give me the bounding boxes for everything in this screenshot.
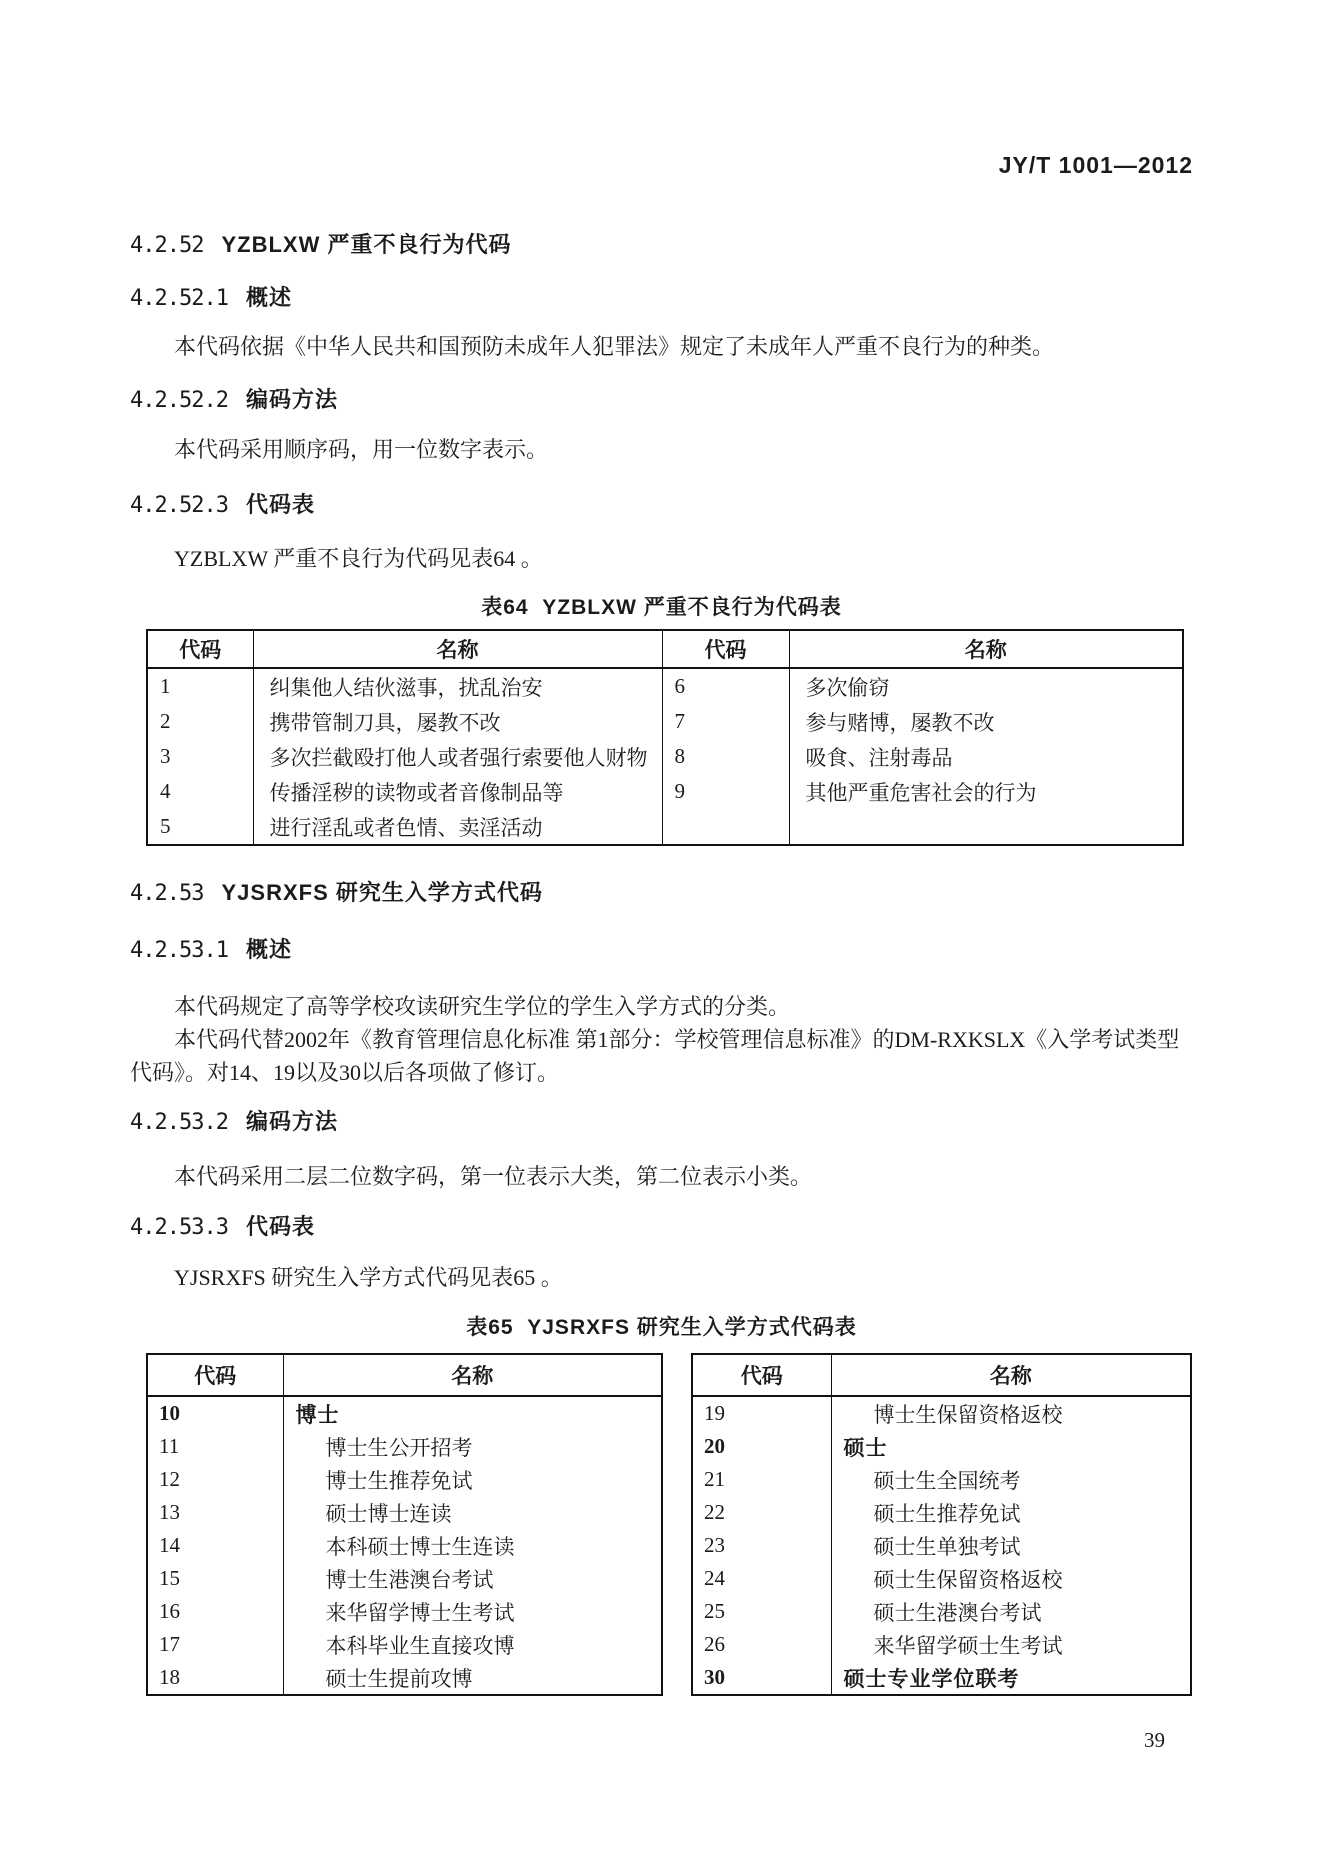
section-number: 4.2.53.2: [130, 1110, 228, 1135]
paragraph-table-ref: YJSRXFS 研究生入学方式代码见表65 。: [174, 1265, 563, 1290]
table-header-row: [147, 1354, 662, 1396]
name-cell: 博士生公开招考: [283, 1430, 662, 1463]
column-header: 代码: [662, 630, 789, 668]
code-cell: 16: [159, 1599, 180, 1623]
name-cell: 硕士: [831, 1430, 1191, 1463]
paragraph-overview: 本代码依据《中华人民共和国预防未成年人犯罪法》规定了未成年人严重不良行为的种类。: [174, 334, 1055, 359]
code-cell: 11: [159, 1434, 180, 1458]
code-cell: 20: [704, 1434, 725, 1458]
section-heading-4-2-53: [130, 878, 1193, 909]
section-title: 代码表: [245, 1214, 315, 1239]
table-row: [692, 1496, 1191, 1529]
subsection-heading-4-2-52-3: [130, 490, 1193, 521]
section-number: 4.2.52.1: [130, 286, 228, 311]
code-cell: 19: [704, 1401, 725, 1425]
name-cell: 吸食、注射毒品: [789, 739, 1183, 774]
name-cell: 携带管制刀具，屡教不改: [253, 704, 662, 739]
code-cell: 10: [159, 1401, 180, 1425]
table-row: [692, 1430, 1191, 1463]
section-number: 4.2.53.3: [130, 1215, 228, 1240]
name-cell: 硕士生保留资格返校: [831, 1562, 1191, 1595]
name-cell: 纠集他人结伙滋事，扰乱治安: [253, 668, 662, 704]
table-row: [147, 704, 1183, 739]
name-cell: 多次拦截殴打他人或者强行索要他人财物: [253, 739, 662, 774]
name-cell: 参与赌博，屡教不改: [789, 704, 1183, 739]
section-title: 概述: [245, 285, 292, 310]
table-header-row: [147, 630, 1183, 668]
section-number: 4.2.52.3: [130, 493, 228, 518]
name-cell: 进行淫乱或者色情、卖淫活动: [253, 809, 662, 845]
table-64-caption: 表64 YZBLXW 严重不良行为代码表: [481, 596, 842, 619]
name-cell: 硕士生全国统考: [831, 1463, 1191, 1496]
name-cell: 博士生港澳台考试: [283, 1562, 662, 1595]
column-header: 名称: [283, 1354, 662, 1396]
table-row: [147, 1496, 662, 1529]
name-cell: 硕士生港澳台考试: [831, 1595, 1191, 1628]
code-cell: 2: [160, 709, 171, 733]
name-cell: 硕士生单独考试: [831, 1529, 1191, 1562]
table-row: [692, 1529, 1191, 1562]
table-row: [147, 739, 1183, 774]
section-title: 概述: [245, 937, 292, 962]
section-title: 编码方法: [245, 1109, 338, 1134]
subsection-heading-4-2-53-2: [130, 1107, 1193, 1138]
code-cell: 25: [704, 1599, 725, 1623]
name-cell: 硕士专业学位联考: [831, 1661, 1191, 1695]
code-cell: 9: [662, 774, 789, 809]
section-title: YJSRXFS 研究生入学方式代码: [221, 880, 543, 905]
name-cell: 来华留学博士生考试: [283, 1595, 662, 1628]
table-row: [147, 1396, 662, 1430]
table-row: [692, 1562, 1191, 1595]
subsection-heading-4-2-53-3: [130, 1212, 1193, 1243]
column-header: 名称: [253, 630, 662, 668]
name-cell: [789, 809, 1183, 845]
table-row: [147, 1463, 662, 1496]
table-row: [147, 809, 1183, 845]
name-cell: 其他严重危害社会的行为: [789, 774, 1183, 809]
section-title: 编码方法: [245, 387, 338, 412]
name-cell: 本科硕士博士生连读: [283, 1529, 662, 1562]
code-cell: 12: [159, 1467, 180, 1491]
code-cell: [662, 809, 789, 845]
page-number: 39: [1144, 1728, 1165, 1752]
table-row: [147, 1562, 662, 1595]
name-cell: 硕士生推荐免试: [831, 1496, 1191, 1529]
section-title: 代码表: [245, 492, 315, 517]
name-cell: 多次偷窃: [789, 668, 1183, 704]
paragraph-method: 本代码采用二层二位数字码，第一位表示大类，第二位表示小类。: [174, 1164, 813, 1189]
code-cell: 24: [704, 1566, 725, 1590]
code-cell: 17: [159, 1632, 180, 1656]
table-row: [692, 1595, 1191, 1628]
subsection-heading-4-2-53-1: [130, 935, 1193, 966]
name-cell: 来华留学硕士生考试: [831, 1628, 1191, 1661]
table-row: [147, 1595, 662, 1628]
code-cell: 22: [704, 1500, 725, 1524]
code-cell: 23: [704, 1533, 725, 1557]
table-row: [692, 1463, 1191, 1496]
paragraph-method: 本代码采用顺序码，用一位数字表示。: [174, 437, 549, 462]
table-65-group: [146, 1353, 1193, 1696]
section-number: 4.2.53.1: [130, 938, 228, 963]
name-cell: 传播淫秽的读物或者音像制品等: [253, 774, 662, 809]
name-cell: 硕士博士连读: [283, 1496, 662, 1529]
section-title: YZBLXW 严重不良行为代码: [221, 232, 512, 257]
table-row: [692, 1661, 1191, 1695]
code-cell: 8: [662, 739, 789, 774]
paragraph-overview-1: 本代码规定了高等学校攻读研究生学位的学生入学方式的分类。: [174, 994, 791, 1019]
table-64: [146, 629, 1184, 846]
code-cell: 26: [704, 1632, 725, 1656]
code-cell: 30: [704, 1665, 725, 1689]
column-header: 名称: [789, 630, 1183, 668]
table-65-caption: 表65 YJSRXFS 研究生入学方式代码表: [466, 1316, 857, 1339]
table-65-right: [691, 1353, 1192, 1696]
paragraph-table-ref: YZBLXW 严重不良行为代码见表64 。: [174, 546, 543, 571]
code-cell: 15: [159, 1566, 180, 1590]
code-cell: 18: [159, 1665, 180, 1689]
table-row: [147, 1628, 662, 1661]
name-cell: 本科毕业生直接攻博: [283, 1628, 662, 1661]
name-cell: 硕士生提前攻博: [283, 1661, 662, 1695]
code-cell: 7: [662, 704, 789, 739]
code-cell: 21: [704, 1467, 725, 1491]
name-cell: 博士生保留资格返校: [831, 1396, 1191, 1430]
table-row: [692, 1396, 1191, 1430]
code-cell: 4: [160, 779, 171, 803]
table-row: [147, 668, 1183, 704]
table-row: [147, 1430, 662, 1463]
section-number: 4.2.52.2: [130, 388, 228, 413]
table-header-row: [692, 1354, 1191, 1396]
subsection-heading-4-2-52-1: [130, 283, 1193, 314]
column-header: 代码: [147, 630, 253, 668]
code-cell: 6: [662, 668, 789, 704]
table-row: [147, 1529, 662, 1562]
code-cell: 5: [160, 814, 171, 838]
table-row: [147, 1661, 662, 1695]
page-content: [0, 152, 1323, 1696]
paragraph-overview-2: 本代码代替2002年《教育管理信息化标准 第1部分：学校管理信息标准》的DM-RXKSLX《入学考试类型代码》。对14、19以及30以后各项做了修订。: [130, 1027, 1180, 1085]
table-65-left: [146, 1353, 663, 1696]
table-row: [692, 1628, 1191, 1661]
section-number: 4.2.52: [130, 233, 204, 258]
code-cell: 14: [159, 1533, 180, 1557]
name-cell: 博士: [283, 1396, 662, 1430]
code-cell: 1: [160, 674, 171, 698]
section-number: 4.2.53: [130, 881, 204, 906]
doc-number: JY/T 1001—2012: [998, 152, 1193, 178]
subsection-heading-4-2-52-2: [130, 385, 1193, 416]
table-row: [147, 774, 1183, 809]
column-header: 代码: [147, 1354, 283, 1396]
code-cell: 13: [159, 1500, 180, 1524]
code-cell: 3: [160, 744, 171, 768]
section-heading-4-2-52: [130, 230, 1193, 261]
column-header: 代码: [692, 1354, 831, 1396]
name-cell: 博士生推荐免试: [283, 1463, 662, 1496]
column-header: 名称: [831, 1354, 1191, 1396]
